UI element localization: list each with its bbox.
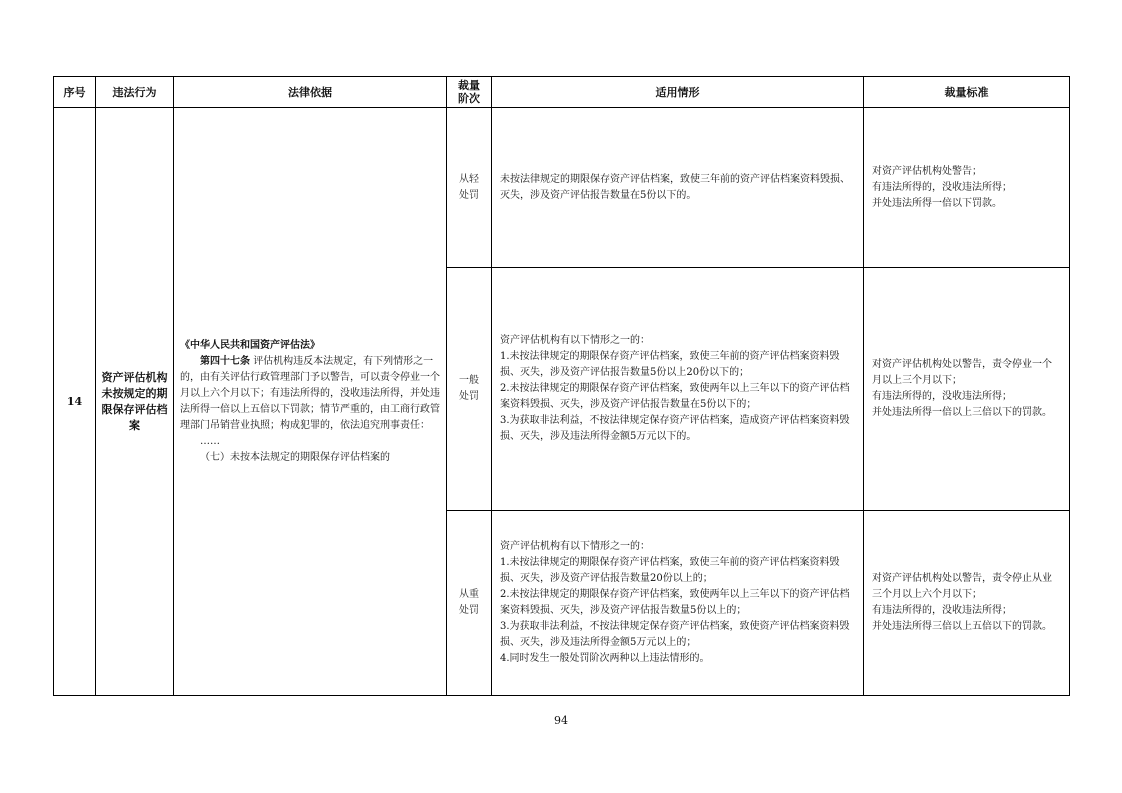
law-title: 《中华人民共和国资产评估法》 [180, 339, 320, 351]
penalty-table [53, 76, 1070, 696]
level-light: 从轻 处罚 [447, 108, 492, 268]
page-number: 94 [554, 714, 568, 727]
row-legal-basis [174, 108, 447, 696]
standard-light-text: 对资产评估机构处警告； 有违法所得的，没收违法所得； 并处违法所得一倍以下罚款。 [872, 165, 1012, 209]
row-violation: 资产评估机构未按规定的期限保存评估档案 [96, 108, 174, 696]
standard-normal-text: 对资产评估机构处以警告，责令停业一个月以上三个月以下； 有违法所得的，没收违法所得； 并处违法所得一倍以上三倍以下的罚款。 [872, 359, 1052, 418]
table-row [54, 108, 1070, 268]
standard-normal [864, 268, 1070, 511]
header-situation: 适用情形 [492, 77, 864, 108]
article-text: 评估机构违反本法规定，有下列情形之一的，由有关评估行政管理部门予以警告，可以责令停业一个月以上六个月以下；有违法所得的，没收违法所得，并处违法所得一倍以上五倍以下罚款；情节严重的，由工商行政管理部门吊销营业执照；构成犯罪的，依法追究刑事责任： [180, 355, 440, 431]
standard-heavy-text: 对资产评估机构处以警告，责令停止从业三个月以上六个月以下； 有违法所得的，没收违法所得； 并处违法所得三倍以上五倍以下的罚款。 [872, 573, 1052, 632]
situation-heavy [492, 511, 864, 696]
header-row [54, 77, 1070, 108]
row-seq: 14 [54, 108, 96, 696]
header-seq: 序号 [54, 77, 96, 108]
standard-heavy [864, 511, 1070, 696]
situation-light [492, 108, 864, 268]
header-level: 裁量 阶次 [447, 77, 492, 108]
situation-light-text: 未按法律规定的期限保存资产评估档案，致使三年前的资产评估档案资料毁损、灭失，涉及资产评估报告数量在5份以下的。 [500, 173, 850, 201]
article-text-block [180, 354, 440, 434]
situation-normal-text: 资产评估机构有以下情形之一的： 1.未按法律规定的期限保存资产评估档案，致使三年前的资产评估档案资料毁损、灭失，涉及资产评估报告数量5份以上20份以下的； 2.未按法律规定的期限保存资产评估档案，致使两年以上三年以下的资产评估档案资料毁损、灭失，涉及资产评估报告数量在5份以下的； 3.为获取非法利益，不按法律规定保存资产评估档案，造成资产评估档案资料毁损、灭失，涉及违法所得金额5万元以下的。 [500, 335, 850, 442]
ellipsis: …… [200, 435, 220, 447]
situation-normal [492, 268, 864, 511]
header-violation: 违法行为 [96, 77, 174, 108]
article-item: （七）未按本法规定的期限保存评估档案的 [200, 451, 390, 463]
standard-light [864, 108, 1070, 268]
situation-heavy-text: 资产评估机构有以下情形之一的： 1.未按法律规定的期限保存资产评估档案，致使三年前的资产评估档案资料毁损、灭失，涉及资产评估报告数量20份以上的； 2.未按法律规定的期限保存资产评估档案，致使两年以上三年以下的资产评估档案资料毁损、灭失，涉及资产评估报告数量5份以上的； 3.为获取非法利益，不按法律规定保存资产评估档案，致使资产评估档案资料毁损、灭失，涉及违法所得金额5万元以上的； 4.同时发生一般处罚阶次两种以上违法情形的。 [500, 541, 850, 664]
article-title: 第四十七条 [200, 355, 250, 367]
level-heavy: 从重 处罚 [447, 511, 492, 696]
level-normal: 一般 处罚 [447, 268, 492, 511]
header-legal-basis: 法律依据 [174, 77, 447, 108]
header-standard: 裁量标准 [864, 77, 1070, 108]
